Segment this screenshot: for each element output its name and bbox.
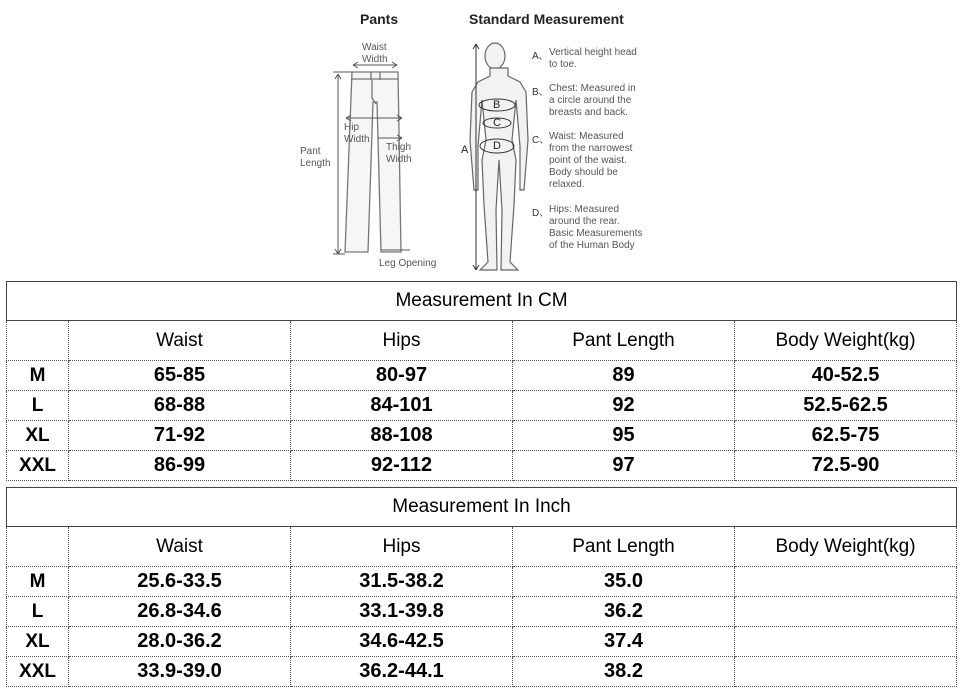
waist-value: 33.9-39.0 xyxy=(69,657,291,687)
hips-value: 33.1-39.8 xyxy=(291,597,513,627)
hips-value: 80-97 xyxy=(291,361,513,391)
size-label: L xyxy=(7,597,69,627)
body-letter-c: C xyxy=(493,117,501,129)
body-weight-value xyxy=(735,597,957,627)
header-corner-cell xyxy=(7,527,69,567)
waist-value: 86-99 xyxy=(69,451,291,481)
header-waist: Waist xyxy=(69,321,291,361)
body-weight-value xyxy=(735,657,957,687)
size-label: XXL xyxy=(7,657,69,687)
waist-value: 68-88 xyxy=(69,391,291,421)
human-body-drawing xyxy=(470,43,528,270)
body-weight-value xyxy=(735,567,957,597)
body-weight-value xyxy=(735,627,957,657)
hips-value: 88-108 xyxy=(291,421,513,451)
header-hips: Hips xyxy=(291,321,513,361)
body-weight-value: 40-52.5 xyxy=(735,361,957,391)
waist-value: 25.6-33.5 xyxy=(69,567,291,597)
hips-value: 36.2-44.1 xyxy=(291,657,513,687)
note-text-c: Waist: Measured from the narrowest point of the waist. Body should be relaxed. xyxy=(549,131,633,190)
size-label: XXL xyxy=(7,451,69,481)
table-row xyxy=(7,451,957,481)
header-pant-length: Pant Length xyxy=(513,527,735,567)
hips-value: 31.5-38.2 xyxy=(291,567,513,597)
body-letter-b: B xyxy=(493,99,501,111)
waist-value: 65-85 xyxy=(69,361,291,391)
header-pant-length: Pant Length xyxy=(513,321,735,361)
size-label: M xyxy=(7,567,69,597)
header-hips: Hips xyxy=(291,527,513,567)
size-label: XL xyxy=(7,627,69,657)
pant-length-value: 37.4 xyxy=(513,627,735,657)
table-row xyxy=(7,391,957,421)
body-weight-value: 62.5-75 xyxy=(735,421,957,451)
waist-value: 28.0-36.2 xyxy=(69,627,291,657)
table-row xyxy=(7,597,957,627)
note-key-d: D、 xyxy=(532,208,550,219)
header-corner-cell xyxy=(7,321,69,361)
thigh-width-label: Thigh Width xyxy=(386,142,412,165)
pants-title: Pants xyxy=(360,11,399,27)
pant-length-value: 92 xyxy=(513,391,735,421)
body-weight-value: 72.5-90 xyxy=(735,451,957,481)
pant-length-label: Pant Length xyxy=(300,146,331,169)
table-caption: Measurement In Inch xyxy=(7,488,957,527)
header-body-weight: Body Weight(kg) xyxy=(735,527,957,567)
table-row xyxy=(7,361,957,391)
waist-width-label: Waist Width xyxy=(362,42,388,65)
note-key-b: B、 xyxy=(532,87,549,98)
body-weight-value: 52.5-62.5 xyxy=(735,391,957,421)
size-table-cm xyxy=(6,281,957,481)
size-label: L xyxy=(7,391,69,421)
table-row xyxy=(7,421,957,451)
header-waist: Waist xyxy=(69,527,291,567)
note-text-d: Hips: Measured around the rear. Basic Measurements of the Human Body xyxy=(549,204,643,251)
hips-value: 34.6-42.5 xyxy=(291,627,513,657)
table-caption: Measurement In CM xyxy=(7,282,957,321)
size-label: XL xyxy=(7,421,69,451)
leg-opening-label: Leg Opening xyxy=(379,258,437,269)
size-table-inch xyxy=(6,487,957,687)
table-row xyxy=(7,627,957,657)
pants-and-body-illustration xyxy=(0,0,962,280)
measurement-figure xyxy=(0,0,962,280)
waist-value: 71-92 xyxy=(69,421,291,451)
waist-value: 26.8-34.6 xyxy=(69,597,291,627)
pant-length-value: 97 xyxy=(513,451,735,481)
pant-length-value: 35.0 xyxy=(513,567,735,597)
hips-value: 92-112 xyxy=(291,451,513,481)
hips-value: 84-101 xyxy=(291,391,513,421)
header-body-weight: Body Weight(kg) xyxy=(735,321,957,361)
pant-length-value: 38.2 xyxy=(513,657,735,687)
pant-length-value: 95 xyxy=(513,421,735,451)
body-letter-a: A xyxy=(461,144,469,156)
standard-measurement-title: Standard Measurement xyxy=(469,11,624,27)
pant-length-value: 36.2 xyxy=(513,597,735,627)
body-letter-d: D xyxy=(493,140,501,152)
note-text-b: Chest: Measured in a circle around the breasts and back. xyxy=(549,83,636,118)
hip-width-label: Hip Width xyxy=(344,122,370,145)
note-key-a: A、 xyxy=(532,51,549,62)
table-row xyxy=(7,567,957,597)
note-key-c: C、 xyxy=(532,135,550,146)
note-text-a: Vertical height head to toe. xyxy=(549,47,637,70)
table-row xyxy=(7,657,957,687)
size-label: M xyxy=(7,361,69,391)
pant-length-value: 89 xyxy=(513,361,735,391)
